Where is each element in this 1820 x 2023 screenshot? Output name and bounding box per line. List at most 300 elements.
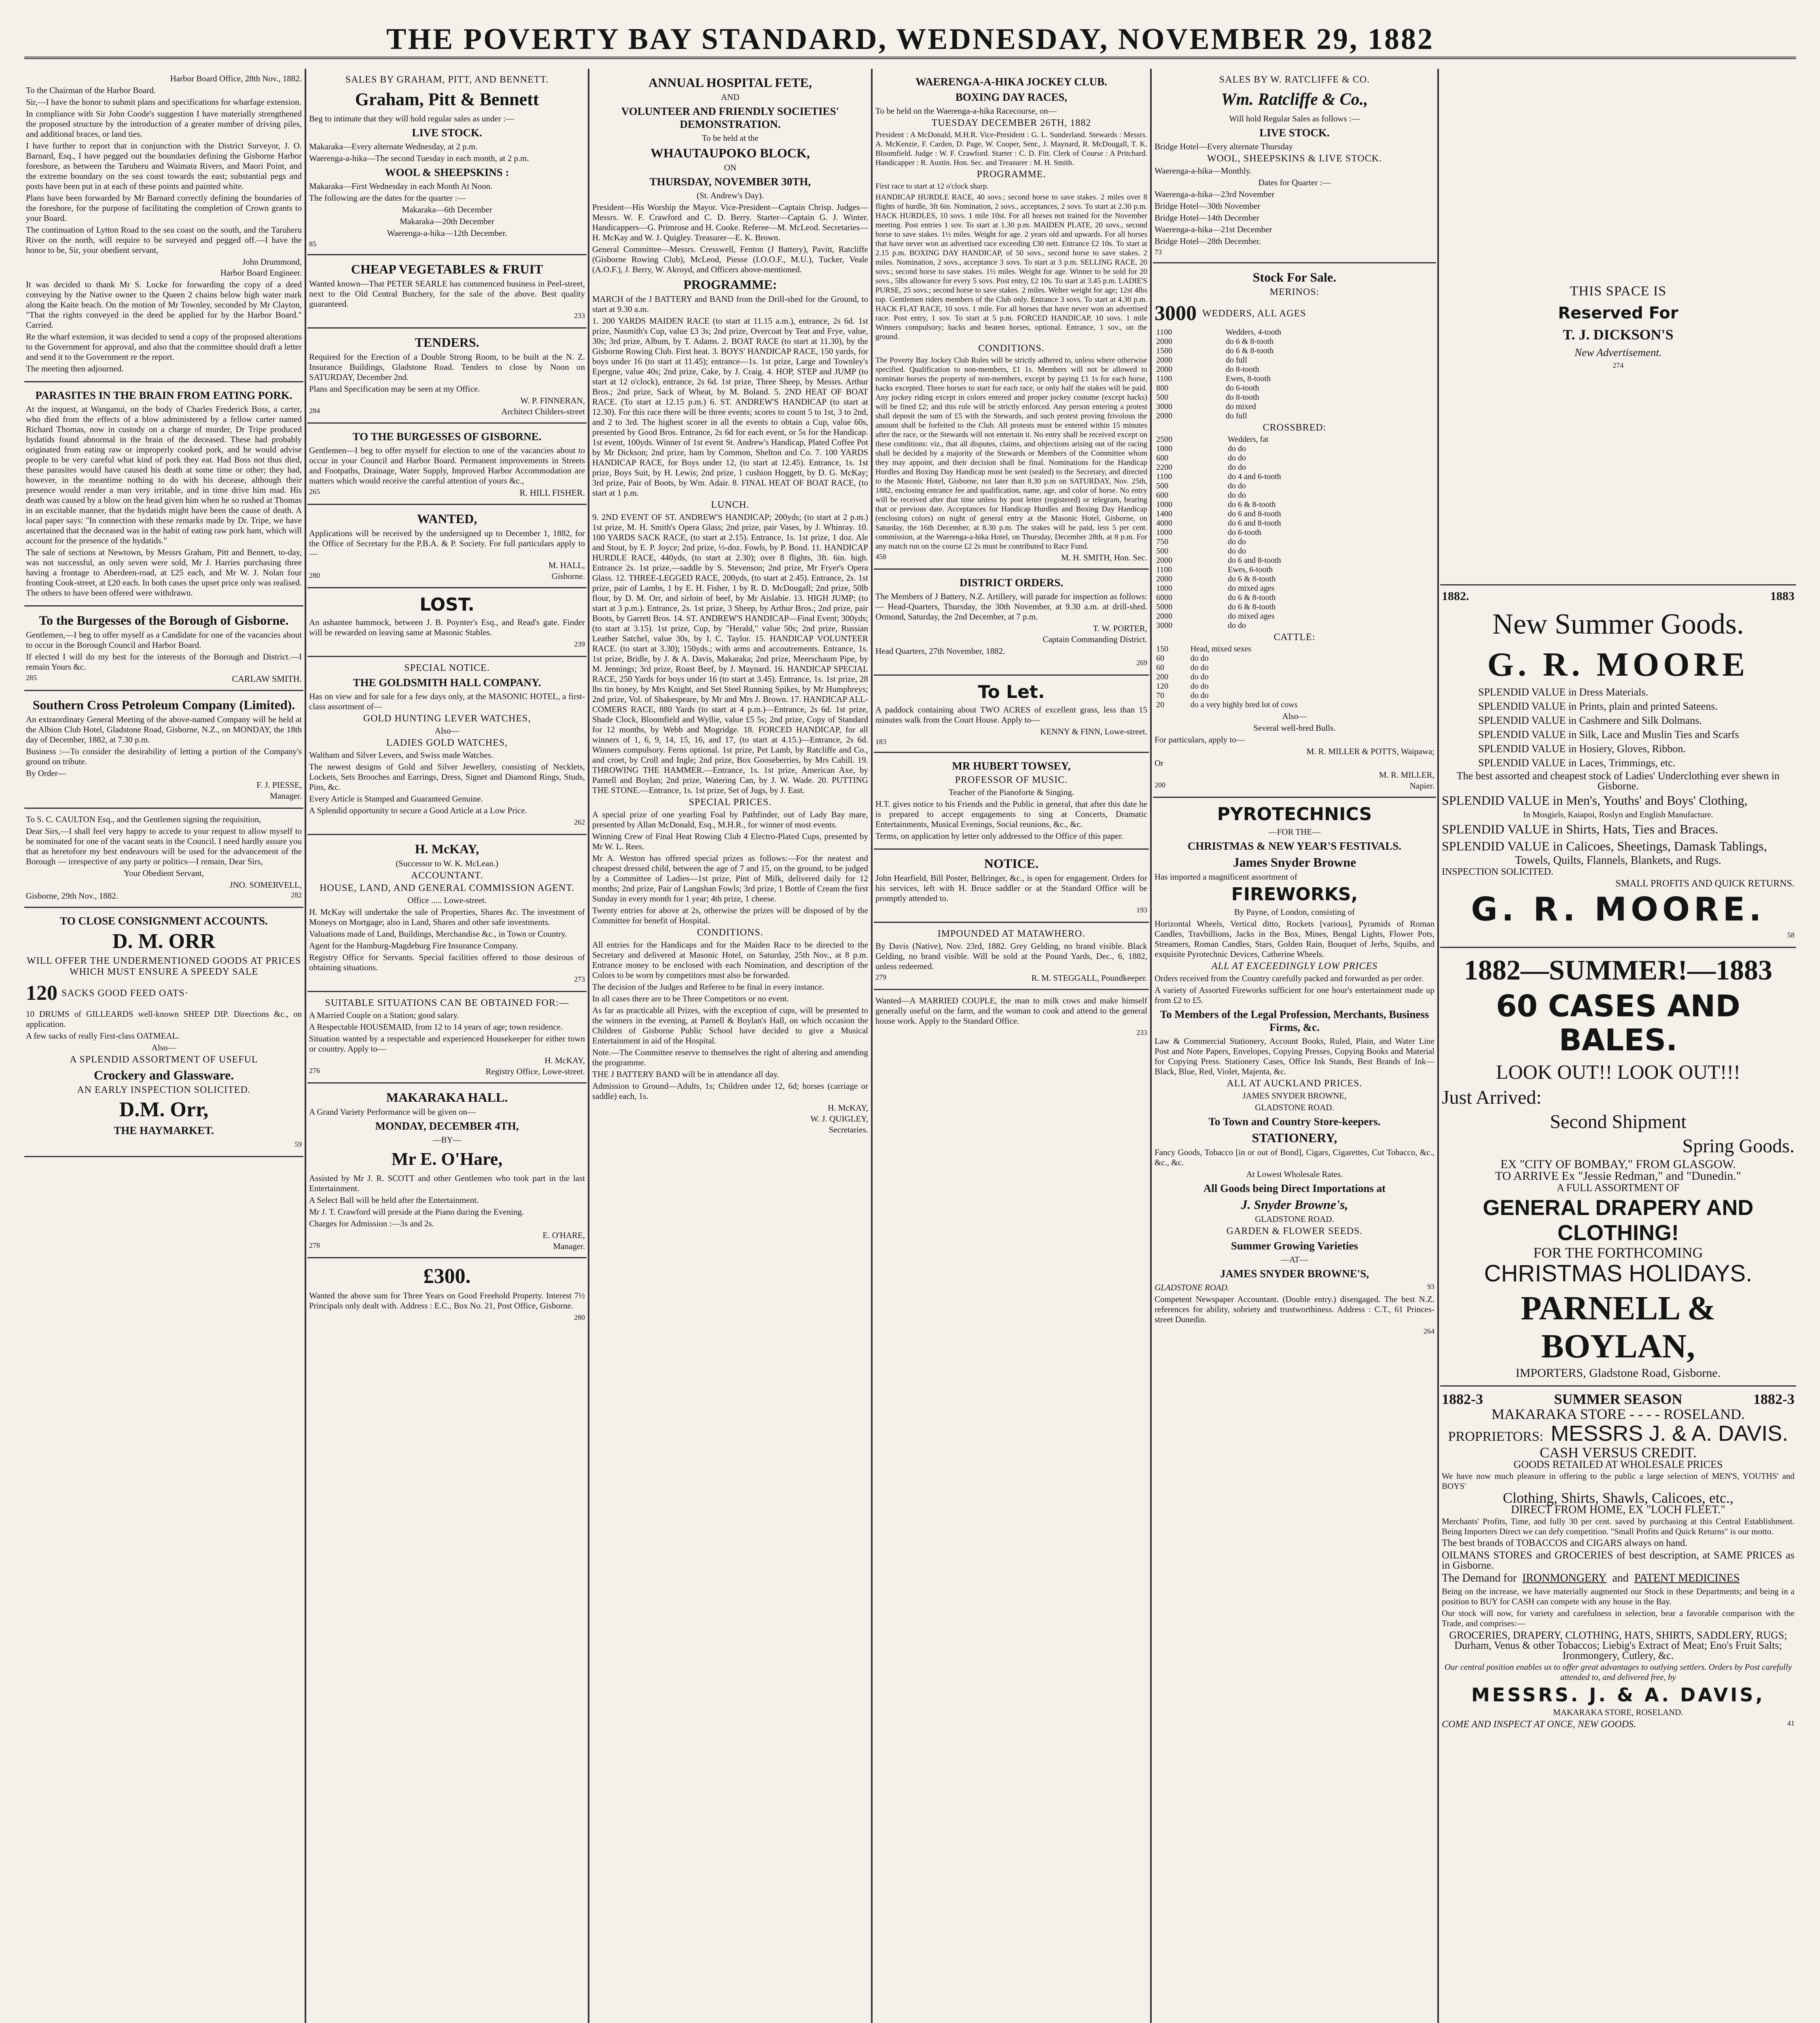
date: Gisborne, 29th Nov., 1882. xyxy=(26,891,118,901)
ad-number: 274 xyxy=(1612,361,1624,369)
paragraph: Several well-bred Bulls. xyxy=(1253,723,1336,733)
ad-title: WAERENGA-A-HIKA JOCKEY CLUB. xyxy=(915,76,1107,88)
table-cell: 600 xyxy=(1156,491,1168,500)
paragraph: Orders received from the Country carefully packed and forwarded as per order. xyxy=(1155,973,1424,983)
paragraph: Winning Crew of Final Heat Rowing Club 4 Electro-Plated Cups, presented by Mr W. L. Rees. xyxy=(592,831,868,851)
ad-title: WANTED, xyxy=(417,511,477,526)
table-row xyxy=(1155,575,1434,584)
table-row xyxy=(1155,337,1434,346)
table-cell: 500 xyxy=(1156,547,1168,556)
signature: F. J. PIESSE, xyxy=(256,780,302,790)
ratcliffe-ad xyxy=(1153,69,1436,263)
signature-title: Napier. xyxy=(1409,781,1434,791)
goldsmith-ad xyxy=(307,657,587,835)
table-row xyxy=(1155,547,1434,556)
date: THURSDAY, NOVEMBER 30TH, xyxy=(649,176,811,188)
table-row xyxy=(1155,365,1434,374)
table-cell: do do xyxy=(1228,491,1246,500)
paragraph: A variety of Assorted Fireworks sufficient for one hour's entertainment made up from £2 to £5. xyxy=(1155,985,1434,1005)
table-row xyxy=(1155,328,1434,337)
ad-number: 73 xyxy=(1155,248,1162,256)
table-cell: do do xyxy=(1228,621,1246,630)
paragraph: HANDICAP HURDLE RACE, 40 sovs.; second horse to save stakes. 2 miles over 8 flights of hurdle, 3ft 6in. Nomination, 2 sovs., acceptances, 2 sovs. To start at 2.30 p.m. HACK HURDLES, 10 sovs. 1 mile 10st. For all horses not trained for the November meeting. Post entries 1 sov. To start at 1.30 p.m. MAIDEN PLATE, 20 sovs., second horse to save stakes. 1½ miles. Weight for age. 2 years old and upwards. For all horses that have never won an advertised race exceeding £30 nett. Entrance £2 10s. To start at 2.15 p.m. BOXING DAY HANDICAP, of 50 sovs., second horse to save stakes. 2 miles. Nomination, 2 sovs., acceptance 3 sovs. To start at 3 p.m. SELLING RACE, 20 sovs.; second horse to save stakes. 1½ miles. Weight for age. Winner to be sold for 20 sovs., 5lbs allowance for every 5 sovs. Post entry, £2 10s. To start at 3.45 p.m. LADIE'S PURSE, 25 sovs.; second horse to save stakes. 2 miles. Welter weight for age; 12st 4lbs top. Gentlemen riders members of the Club only. Entrance 3 sovs. To start at 4.30 p.m. HACK FLAT RACE, 10 sovs. 1 mile. For all horses that have never won an advertised race. Post entry, 1 sov. To start at 5 p.m. FORCED HANDICAP, 10 sovs. 1 mile Winners compulsory; hacks and beaten horses, optional. Entrance, 1 sov., on the ground. xyxy=(875,193,1147,341)
section-title: LIVE STOCK. xyxy=(412,127,482,139)
paragraph: To be held on the Waerenga-a-hika Racecourse, on— xyxy=(875,106,1057,116)
signature: M. R. MILLER & POTTS, Waipawa; xyxy=(1306,746,1434,756)
ad-number: 279 xyxy=(875,973,886,981)
table-cell: 750 xyxy=(1156,537,1168,546)
signature-title: Secretaries. xyxy=(828,1125,868,1134)
paragraph: (Successor to W. K. McLean.) xyxy=(396,859,498,868)
paragraph: Plans have been forwarded by Mr Barnard correctly defining the boundaries of the foreshore, for the purpose of facilitating the completion of Crown grants to your Board. xyxy=(26,193,302,223)
paragraph: —BY— xyxy=(432,1135,462,1145)
section-title: LIVE STOCK. xyxy=(1259,127,1330,139)
column-rule xyxy=(871,69,873,2023)
table-cell: do do xyxy=(1228,537,1246,546)
ad-subtitle: BOXING DAY RACES, xyxy=(955,91,1068,103)
paragraph: Sir,—I have the honor to submit plans and specifications for wharfage extension. xyxy=(26,97,301,107)
table-cell: 2200 xyxy=(1156,463,1172,472)
paragraph: If elected I will do my best for the interests of the Borough and District.—I remain Yours &c. xyxy=(26,652,302,672)
signature: John Drummond, xyxy=(242,257,302,267)
paragraph: DIRECT FROM HOME, EX "LOCH FLEET." xyxy=(1511,1503,1725,1516)
paragraph: —AT— xyxy=(1281,1255,1308,1264)
table-cell: do do xyxy=(1228,444,1246,453)
paragraph: Has on view and for sale for a few days only, at the MASONIC HOTEL, a first-class assortment of— xyxy=(309,691,585,711)
paragraph: Also— xyxy=(151,1043,176,1052)
cattle-table xyxy=(1155,645,1434,710)
paragraph: Note.—The Committee reserve to themselves the right of altering and amending the programme. xyxy=(592,1048,868,1067)
davis-ad xyxy=(1440,1387,1796,1736)
column-1 xyxy=(24,69,303,2023)
table-cell: do mixed ages xyxy=(1228,584,1275,593)
ad-number: 233 xyxy=(1136,1028,1147,1037)
paragraph: The decision of the Judges and Referee to be final in every instance. xyxy=(592,982,824,992)
paragraph: H.T. gives notice to his Friends and the Public in general, that after this date he is prepared to accept engagements to sing at Concerts, Dramatic Entertainments, Musical Evenings, Social reunions, &c., &c. xyxy=(875,799,1147,829)
address: MAKARAKA STORE, ROSELAND. xyxy=(1553,1707,1683,1717)
ad-title: To the Burgesses of the Borough of Gisborne. xyxy=(39,613,289,628)
table-row xyxy=(1155,519,1434,528)
signature-title: Manager. xyxy=(553,1241,585,1251)
paragraph: LOOK OUT!! LOOK OUT!!! xyxy=(1496,1060,1740,1083)
ad-subtitle: A SPLENDID ASSORTMENT OF USEFUL xyxy=(70,1054,258,1065)
table-cell: 500 xyxy=(1156,393,1168,402)
column-3 xyxy=(591,69,870,2023)
date: MONDAY, DECEMBER 4TH, xyxy=(375,1120,519,1132)
product: LADIES GOLD WATCHES, xyxy=(386,738,508,748)
merino-table xyxy=(1155,328,1434,421)
product: SACKS GOOD FEED OATS· xyxy=(61,988,189,999)
table-cell: 1000 xyxy=(1156,584,1172,593)
table-cell: 5000 xyxy=(1156,602,1172,611)
season: 1882-3 xyxy=(1753,1391,1795,1407)
merchant-name: T. J. DICKSON'S xyxy=(1563,326,1674,343)
paragraph: In all cases there are to be Three Competitors or no event. xyxy=(592,994,789,1003)
product: FIREWORKS, xyxy=(1231,884,1358,905)
paragraph: By Order— xyxy=(26,768,66,778)
loan-ad xyxy=(307,1258,587,1329)
table-cell: do a very highly bred lot of cows xyxy=(1190,700,1298,709)
paragraph: H. McKay will undertake the sale of Properties, Shares &c. The investment of Moneys on Mortgage; also in Land, Shares and other safe investments. xyxy=(309,907,585,927)
table-cell: do 6-tooth xyxy=(1225,384,1259,392)
signature: W. J. QUIGLEY, xyxy=(810,1114,868,1124)
paragraph: President : A McDonald, M.H.R. Vice-President : G. L. Sunderland. Stewards : Messrs. A. McKenzie, F. Carden, D. Page, W. Cooper, Senr., J. Maynard, R. McDougall, T. K. Bloomfield. Judge : W. F. Crawford. Starter : C. D. Fitt. Clerk of Course : A Pritchard. Handicapper : R. Austin. Hon. Sec. and Treasurer : M. H. Smith. xyxy=(875,131,1147,167)
paragraph: MAKARAKA STORE - - - - ROSELAND. xyxy=(1491,1406,1745,1422)
ad-number: 264 xyxy=(1424,1327,1434,1335)
ad-subtitle: Summer Growing Varieties xyxy=(1231,1240,1358,1252)
paragraph: We have now much pleasure in offering to the public a large selection of MEN'S, YOUTHS' and BOYS' xyxy=(1442,1471,1795,1491)
paragraph: Agent for the Hamburg-Magdeburg Fire Insurance Company. xyxy=(309,941,518,950)
ad-title: ANNUAL HOSPITAL FETE, xyxy=(648,75,812,90)
ad-title: SUITABLE SITUATIONS CAN BE OBTAINED FOR:— xyxy=(325,998,569,1008)
table-row xyxy=(1155,672,1434,682)
reserved-space-ad xyxy=(1440,69,1796,585)
paragraph: MARCH of the J BATTERY and BAND from the Drill-shed for the Ground, to start at 9.30 a.m. xyxy=(592,294,868,314)
table-row xyxy=(1155,402,1434,411)
ad-number: 285 xyxy=(26,674,37,682)
table-row xyxy=(1155,565,1434,575)
date: Bridge Hotel—28th December. xyxy=(1155,236,1261,246)
salutation: To the Chairman of the Harbor Board. xyxy=(26,85,156,95)
date: Waerenga-a-hika—21st December xyxy=(1155,225,1272,234)
table-cell: do do xyxy=(1190,654,1209,663)
label: and xyxy=(1612,1572,1629,1584)
ad-title: TO THE BURGESSES OF GISBORNE. xyxy=(352,430,542,443)
petroleum-ad xyxy=(24,691,303,809)
married-couple-ad xyxy=(874,990,1149,1044)
date: TUESDAY DECEMBER 26TH, 1882 xyxy=(931,118,1091,128)
signature: T. W. PORTER, xyxy=(1093,623,1147,633)
paragraph: Your Obedient Servant, xyxy=(124,868,204,878)
ad-number: 183 xyxy=(875,738,886,746)
paragraph: A few sacks of really First-class OATMEAL. xyxy=(26,1031,180,1041)
table-row xyxy=(1155,537,1434,547)
table-cell: 1000 xyxy=(1156,500,1172,509)
season: SUMMER SEASON xyxy=(1554,1391,1682,1407)
paragraph: To be held at the xyxy=(702,133,759,143)
ad-title: MAKARAKA HALL. xyxy=(386,1090,508,1105)
table-row xyxy=(1155,584,1434,593)
table-row xyxy=(1155,663,1434,672)
paragraph: Makaraka—First Wednesday in each Month At Noon. xyxy=(309,181,493,191)
paragraph: Wanted known—That PETER SEARLE has commenced business in Peel-street, next to the Old Central Butchery, for the sale of the above. Best quality guaranteed. xyxy=(309,279,585,309)
paragraph: A paddock containing about TWO ACRES of excellent grass, less than 15 minutes walk from the Court House. Apply to— xyxy=(875,705,1147,725)
column-6 xyxy=(1440,69,1796,2023)
value-list xyxy=(1442,686,1795,769)
table-cell: do full xyxy=(1225,356,1247,365)
table-cell: 3000 xyxy=(1156,621,1172,630)
year: 1883 xyxy=(1770,590,1795,603)
date: Bridge Hotel—14th December xyxy=(1155,213,1259,223)
ad-subtitle: ALL AT EXCEEDINGLY LOW PRICES xyxy=(1211,961,1378,971)
ad-header: SALES BY GRAHAM, PITT, AND BENNETT. xyxy=(345,74,549,85)
paragraph: INSPECTION SOLICITED. xyxy=(1442,867,1553,877)
dateline: Harbor Board Office, 28th Nov., 1882. xyxy=(170,74,302,83)
table-cell: 1500 xyxy=(1156,346,1172,355)
ad-title: TENDERS. xyxy=(415,335,479,350)
table-cell: do 8-tooth xyxy=(1225,365,1259,374)
section-title: PROGRAMME: xyxy=(683,277,777,292)
paragraph: Wanted the above sum for Three Years on Good Freehold Property. Interest 7½ Principals only dealt with. Address : E.C., Box No. 21, Post Office, Gisborne. xyxy=(309,1291,585,1310)
address: Office ..... Lowe-street. xyxy=(407,895,487,905)
date: Waerenga-a-hika—23rd November xyxy=(1155,189,1275,199)
paragraph: Our central position enables us to offer great advantages to outlying settlers. Orders by Post carefully attended to, and delivered free, by xyxy=(1444,1662,1792,1682)
table-cell: do 6-tooth xyxy=(1228,528,1261,537)
table-row xyxy=(1155,593,1434,602)
table-cell: Ewes, 8-tooth xyxy=(1225,374,1271,383)
table-cell: do do xyxy=(1190,663,1209,672)
ad-number: 200 xyxy=(1155,781,1165,789)
address: GLADSTONE ROAD. xyxy=(1255,1214,1334,1224)
table-cell: do 6 and 8-tooth xyxy=(1228,556,1281,565)
parnell-boylan-ad xyxy=(1440,948,1796,1387)
crossbred-table xyxy=(1155,435,1434,630)
paragraph: Second Shipment xyxy=(1550,1111,1687,1132)
list-item: SPLENDID VALUE in Hosiery, Gloves, Ribbon. xyxy=(1478,743,1686,755)
ad-subtitle: PROFESSOR OF MUSIC. xyxy=(955,775,1068,785)
ad-title: MR HUBERT TOWSEY, xyxy=(952,760,1071,772)
merchant-name: JAMES SNYDER BROWNE'S, xyxy=(1220,1268,1369,1280)
ad-header: SALES BY W. RATCLIFFE & CO. xyxy=(1219,74,1370,85)
table-cell: 1400 xyxy=(1156,509,1172,518)
ad-header: SPECIAL NOTICE. xyxy=(404,663,490,673)
signature-title: Gisborne. xyxy=(551,571,585,581)
list-item: SPLENDID VALUE in Dress Materials. xyxy=(1478,686,1648,698)
paragraph: Makaraka—Every alternate Wednesday, at 2 p.m. xyxy=(309,142,478,151)
ad-number: 59 xyxy=(295,1140,302,1148)
table-cell: Wedders, 4-tooth xyxy=(1225,328,1282,337)
district-orders-ad xyxy=(874,570,1149,676)
ad-number: 262 xyxy=(574,818,585,826)
paragraph: OILMANS STORES and GROCERIES of best description, at SAME PRICES as in Gisborne. xyxy=(1442,1549,1795,1571)
paragraph: GOODS RETAILED AT WHOLESALE PRICES xyxy=(1513,1459,1723,1470)
paragraph: Being on the increase, we have materially augmented our Stock in these Departments; and being in a position to BUY for CASH can compete with any house in the Bay. xyxy=(1442,1586,1795,1606)
ad-number: 278 xyxy=(309,1241,320,1249)
paragraph: Business :—To consider the desirability of letting a portion of the Company's ground on tribute. xyxy=(26,746,302,766)
paragraph: EX "CITY OF BOMBAY," FROM GLASGOW. xyxy=(1500,1158,1736,1171)
paragraph: SMALL PROFITS AND QUICK RETURNS. xyxy=(1615,878,1795,889)
table-cell: do 8-tooth xyxy=(1225,393,1259,402)
harbor-board-report xyxy=(24,69,303,382)
signature: R. M. STEGGALL, Poundkeeper. xyxy=(1031,973,1147,983)
paragraph: A Splendid opportunity to secure a Good Article at a Low Price. xyxy=(309,806,527,815)
paragraph: Gentlemen—I beg to offer myself for election to one of the vacancies about to occur in your Council and Harbor Board. Permanent improvements in Streets and Footpaths, Drainage, Water Supply, Improved Harbor Accommodation are matters which would receive the careful attention of yours &c., xyxy=(309,445,585,486)
address: GLADSTONE ROAD. xyxy=(1155,1283,1230,1292)
ad-title: NOTICE. xyxy=(984,856,1039,871)
paragraph: SPLENDID VALUE in Shirts, Hats, Ties and Braces. xyxy=(1442,822,1718,836)
paragraph: For particulars, apply to— xyxy=(1155,735,1245,744)
paragraph: The best assorted and cheapest stock of Ladies' Underclothing ever shewn in Gisborne. xyxy=(1456,770,1780,792)
section-title: CROSSBRED: xyxy=(1263,422,1326,433)
ad-number: 284 xyxy=(309,407,320,415)
table-cell: Ewes, 6-tooth xyxy=(1228,565,1273,574)
paragraph: SPLENDID VALUE in Calicoes, Sheetings, Damask Tablings, xyxy=(1442,839,1767,853)
product: WEDDERS, ALL AGES xyxy=(1202,308,1306,319)
table-row xyxy=(1155,491,1434,500)
paragraph: John Hearfield, Bill Poster, Bellringer, &c., is open for engagement. Orders for his services, left with H. Bruce saddler or at the Standard Office will be promptly attended to. xyxy=(875,873,1147,903)
paragraph: It was decided to thank Mr S. Locke for forwarding the copy of a deed conveying by the Native owner to the Queen 2 chains below high water mark along the Kaite beach. On the motion of Mr Townley, seconded by Mr Clayton, "That the rights conveyed in the deed be applied for by the Harbor Board." Carried. xyxy=(26,280,302,330)
paragraph: The meeting then adjourned. xyxy=(26,364,124,373)
table-cell: do do xyxy=(1228,463,1246,472)
merchant-name: G. R. MOORE. xyxy=(1471,891,1765,928)
jockey-club-ad xyxy=(874,69,1149,570)
table-cell: 2500 xyxy=(1156,435,1172,444)
parasites-article xyxy=(24,382,303,606)
merchant-name: Graham, Pitt & Bennett xyxy=(355,89,539,109)
product: STATIONERY, xyxy=(1252,1130,1337,1145)
paragraph: Admission to Ground—Adults, 1s; Children under 12, 6d; horses (carriage or saddle) each, 1s. xyxy=(592,1081,868,1101)
table-cell: 4000 xyxy=(1156,519,1172,528)
paragraph: Waerenga-a-hika—The second Tuesday in each month, at 2 p.m. xyxy=(309,153,529,163)
table-row xyxy=(1155,700,1434,710)
to-let-ad xyxy=(874,676,1149,753)
paragraph: Waerenga-a-hika—Monthly. xyxy=(1155,166,1252,176)
date: Bridge Hotel—30th November xyxy=(1155,201,1261,211)
moore-ad xyxy=(1440,585,1796,948)
table-cell: do do xyxy=(1190,691,1209,700)
signature: JNO. SOMERVELL, xyxy=(229,880,302,890)
signature-title: Harbor Board Engineer. xyxy=(220,268,302,278)
merchant-name: James Snyder Browne xyxy=(1233,855,1356,869)
table-cell: 1000 xyxy=(1156,444,1172,453)
paragraph: Will hold Regular Sales as follows :— xyxy=(1229,114,1360,123)
table-cell: do 6 & 8-tooth xyxy=(1228,575,1276,583)
list-item: SPLENDID VALUE in Prints, plain and printed Sateens. xyxy=(1478,700,1718,712)
table-cell: 1000 xyxy=(1156,528,1172,537)
paragraph: Mr J. T. Crawford will preside at the Piano during the Evening. xyxy=(309,1207,524,1217)
ad-title: THE GOLDSMITH HALL COMPANY. xyxy=(353,676,541,689)
ad-number: 269 xyxy=(1136,659,1147,667)
table-cell: do do xyxy=(1190,682,1209,691)
venue: WHAUTAUPOKO BLOCK, xyxy=(650,146,810,160)
paragraph: To S. C. CAULTON Esq., and the Gentlemen signing the requisition, xyxy=(26,814,261,824)
paragraph: Clothing, Shirts, Shawls, Calicoes, etc., xyxy=(1503,1490,1733,1506)
ad-number: 280 xyxy=(309,571,320,579)
paragraph: I have further to report that in conjunction with the District Surveyor, J. O. Barnard, Esq., I have pegged out the boundaries defining the Gisborne Harbor foreshore, as between the Taruheru and Waimata Rivers, and Maori Point, and the extreme boundary on the sea coast towards the east; substantial pegs and posts have been put in at each of these points and painted white. xyxy=(26,141,302,191)
paragraph: Required for the Erection of a Double Strong Room, to be built at the N. Z. Insurance Buildings, Gladstone Road. Tenders to close by Noon on SATURDAY, December 2nd. xyxy=(309,352,585,382)
ad-subtitle: WILL OFFER THE UNDERMENTIONED GOODS AT PRICES WHICH MUST ENSURE A SPEEDY SALE xyxy=(27,956,301,977)
paragraph: Horizontal Wheels, Vertical ditto, Rockets [various], Pyramids of Roman Candles, Travbillions, Jacks in the Box, Mines, Bengal Lights, Flower Pots, Streamers, Roman Candles, Stars, Golden Rain, Bouquet of Jerbs, Squibs, and exquisite Pyrotechnic Devices, Catherine Wheels. xyxy=(1155,919,1434,959)
paragraph: At the inquest, at Wanganui, on the body of Charles Frederick Boss, a carter, who died from the effects of a blow administered by a fellow carter named Richard Thomas, now in custody on a charge of murder, Dr Tripe produced hydatids found abnormal in the brain of the deceased. These had probably originated from eating raw or improperly cooked pork, and he would advise people to be very careful what kind of pork they eat. Had Boss not thus died, these parasites would have caused his death at some time or other; they had, however, in the meantime nothing to do with his decease, although their presence would render a man very irritable, and in time drive him mad. His death was caused by a blow on the head given him when he so rushed at Thomas in an excitable manner, that the hydatids might have been the cause of death. A local paper says: "In connection with these remarks made by Dr. Tripe, we have ascertained that the deceased was in the habit of eating raw pork ham, which will account for the presence of the hydatids." xyxy=(26,404,302,545)
table-cell: 1100 xyxy=(1156,328,1172,337)
table-row xyxy=(1155,528,1434,537)
paragraph: Applications will be received by the undersigned up to December 1, 1882, for the Office of Secretary for the P.B.A. & P. Society. For full particulars apply to— xyxy=(309,528,585,558)
table-cell: 2000 xyxy=(1156,612,1172,621)
paragraph: A Married Couple on a Station; good salary. xyxy=(309,1010,459,1020)
paragraph: A Select Ball will be held after the Entertainment. xyxy=(309,1195,479,1205)
paragraph: Every Article is Stamped and Guaranteed Genuine. xyxy=(309,794,483,804)
table-cell: 3000 xyxy=(1156,402,1172,411)
ad-number: 85 xyxy=(309,240,316,248)
paragraph: Bridge Hotel—Every alternate Thursday xyxy=(1155,142,1293,151)
merchant-name: G. R. MOORE xyxy=(1487,646,1749,683)
paragraph: SPLENDID VALUE in Men's, Youths' and Boys' Clothing, xyxy=(1442,793,1748,808)
signature-title: Registry Office, Lowe-street. xyxy=(485,1067,585,1076)
signature-title: Captain Commanding District. xyxy=(1042,634,1147,644)
address: GLADSTONE ROAD. xyxy=(1255,1103,1334,1112)
quantity: 120 xyxy=(26,982,57,1005)
table-cell: 60 xyxy=(1156,663,1164,672)
table-row xyxy=(1155,556,1434,565)
paragraph: THIS SPACE IS xyxy=(1570,283,1667,299)
paragraph: The best brands of TOBACCOS and CIGARS always on hand. xyxy=(1442,1538,1688,1548)
paragraph: Towels, Quilts, Flannels, Blankets, and Rugs. xyxy=(1515,854,1721,867)
paragraph: Teacher of the Pianoforte & Singing. xyxy=(949,787,1074,797)
label: PROPRIETORS: xyxy=(1448,1429,1544,1444)
list-item: SPLENDID VALUE in Cashmere and Silk Dolmans. xyxy=(1478,715,1702,726)
table-cell: 1100 xyxy=(1156,472,1172,481)
ad-number: 276 xyxy=(309,1067,320,1075)
column-rule xyxy=(588,69,589,2023)
ad-subtitle: ALL AT AUCKLAND PRICES. xyxy=(1227,1078,1362,1089)
ad-number: 41 xyxy=(1787,1719,1795,1727)
table-cell: do 4 and 6-tooth xyxy=(1228,472,1281,481)
table-cell: Head, mixed sexes xyxy=(1190,645,1252,653)
paragraph: Terms, on application by letter only addressed to the Office of this paper. xyxy=(875,831,1123,841)
paragraph: Twenty entries for above at 2s, otherwise the prizes will be disposed of by the Committee for benefit of Hospital. xyxy=(592,905,868,925)
paragraph: First race to start at 12 o'clock sharp. xyxy=(875,182,989,191)
merchant-name: D.M. Orr, xyxy=(119,1098,209,1121)
column-2 xyxy=(307,69,587,2023)
season: 1882-3 xyxy=(1442,1391,1483,1407)
table-cell: do 6 and 8-tooth xyxy=(1228,519,1281,528)
ad-number: 265 xyxy=(309,488,320,496)
signature-title: Architect Childers-street xyxy=(501,407,585,416)
product: GOLD HUNTING LEVER WATCHES, xyxy=(363,713,531,724)
paragraph: Valuations made of Land, Buildings, Merchandise &c., in Town or Country. xyxy=(309,929,567,939)
column-5 xyxy=(1153,69,1436,2023)
signature: E. O'HARE, xyxy=(542,1230,585,1240)
paragraph: Gentlemen,—I beg to offer myself as a Candidate for one of the vacancies about to occur in the Borough Council and Harbor Board. xyxy=(26,630,302,650)
table-row xyxy=(1155,444,1434,454)
paragraph: Beg to intimate that they will hold regular sales as under :— xyxy=(309,114,514,123)
paragraph: President—His Worship the Mayor. Vice-President—Captain Chrisp. Judges—Messrs. W. F. Crawford and C. D. Berry. Starter—Captain G. J. Winter. Handicappers—G. Primrose and H. Cooke. Referee—M. McLeod. Secretaries—H. McKay and W. J. Quigley. Treasurer—E. K. Brown. xyxy=(592,202,868,242)
column-rule xyxy=(1437,69,1439,2023)
table-row xyxy=(1155,472,1434,481)
paragraph: The Poverty Bay Jockey Club Rules will be strictly adhered to, unless where otherwise specified. Qualification to non-members, £1 1s. Members will not be allowed to nominate horses the property of non-members, except by paying £1 1s for each horse, hacks excepted. Three horses to start for each race, or only half the stakes will be paid. Any jockey riding except in colors entered and proper jockey costume (except hacks) will be fined £2; and this rule will be strictly enforced. Any person entering a protest shall deposit the sum of £5 with the Stewards, and such protest proving frivolous the amount shall be forfeited to the Club. All protests must be entered within 15 minutes after the race, or the Stewards will not entertain it. No entry shall be received except on these conditions: viz., that all disputes, claims, and objections arising out of the racing shall be decided by a majority of the Stewards or Members of the Committee whom they may appoint, and their decision shall be final. Nominations for the Handicap Hurdles and Boxing Day Handicap must be sent (sealed) to the Secretary, and directed to the Masonic Hotel, Gisborne, not later than 8.30 p.m on SATURDAY, Nov. 25th, 1882, enclosing entrance fee and qualification, name, age, and color of horse. No entry will be received after that time unless by post letter (registered) or telegram, bearing that or previous date. Acceptances for Handicap Hurdles and Boxing Day Handicap (enclosing colors) on night of general entry at the Masonic Hotel, Gisborne, on Saturday, the 16th December, at 8.30 p.m. The stakes will be paid, less 5 per cent. commission, at the Waerenga-a-hika Hotel, on Thursday, December 28th, at 8 p.m. For any match run on the course £2 2s must be contributed to Race Fund. xyxy=(875,356,1147,551)
paragraph: The following are the dates for the quarter :— xyxy=(309,193,466,203)
table-cell: do 6 & 8-tooth xyxy=(1228,500,1276,509)
ad-number: 233 xyxy=(574,312,585,320)
somervell-ad xyxy=(24,809,303,908)
paragraph: COME AND INSPECT AT ONCE, NEW GOODS. xyxy=(1442,1719,1636,1730)
section-title: To Town and Country Store-keepers. xyxy=(1208,1115,1381,1128)
ad-title: To Let. xyxy=(978,682,1045,702)
paragraph: Merchants' Profits, Time, and fully 30 per cent. saved by purchasing at this Central Establishment. Being Importers Direct we can defy competition. "Small Profits and Quick Returns" is our motto. xyxy=(1442,1516,1795,1536)
paragraph: In compliance with Sir John Coode's suggestion I have materially strengthened the proposed structure by the introduction of a greater number of driving piles, and additional braces, or land ties. xyxy=(26,109,302,139)
ad-number: 282 xyxy=(291,891,302,899)
product: Crockery and Glassware. xyxy=(93,1068,234,1082)
table-cell: 150 xyxy=(1156,645,1168,653)
section-title: PROGRAMME. xyxy=(977,169,1046,180)
date: Makaraka—6th December xyxy=(402,205,492,214)
paragraph: Waltham and Silver Levers, and Swiss made Watches. xyxy=(309,750,494,760)
column-rule xyxy=(1150,69,1152,2023)
list-item: SPLENDID VALUE in Laces, Trimmings, etc. xyxy=(1478,757,1676,769)
table-row xyxy=(1155,346,1434,356)
table-row xyxy=(1155,654,1434,663)
table-cell: 6000 xyxy=(1156,593,1172,602)
ad-subtitle: CHRISTMAS & NEW YEAR'S FESTIVALS. xyxy=(1187,840,1402,852)
table-cell: 70 xyxy=(1156,691,1164,700)
table-row xyxy=(1155,435,1434,444)
ad-title: PYROTECHNICS xyxy=(1217,804,1372,825)
merchant-name: MESSRS J. & A. DAVIS. xyxy=(1551,1421,1788,1446)
ad-title: 1882—SUMMER!—1883 xyxy=(1464,955,1773,986)
signature: W. P. FINNERAN, xyxy=(520,396,585,405)
towsey-ad xyxy=(874,753,1149,850)
paragraph: Spring Goods. xyxy=(1682,1135,1795,1157)
